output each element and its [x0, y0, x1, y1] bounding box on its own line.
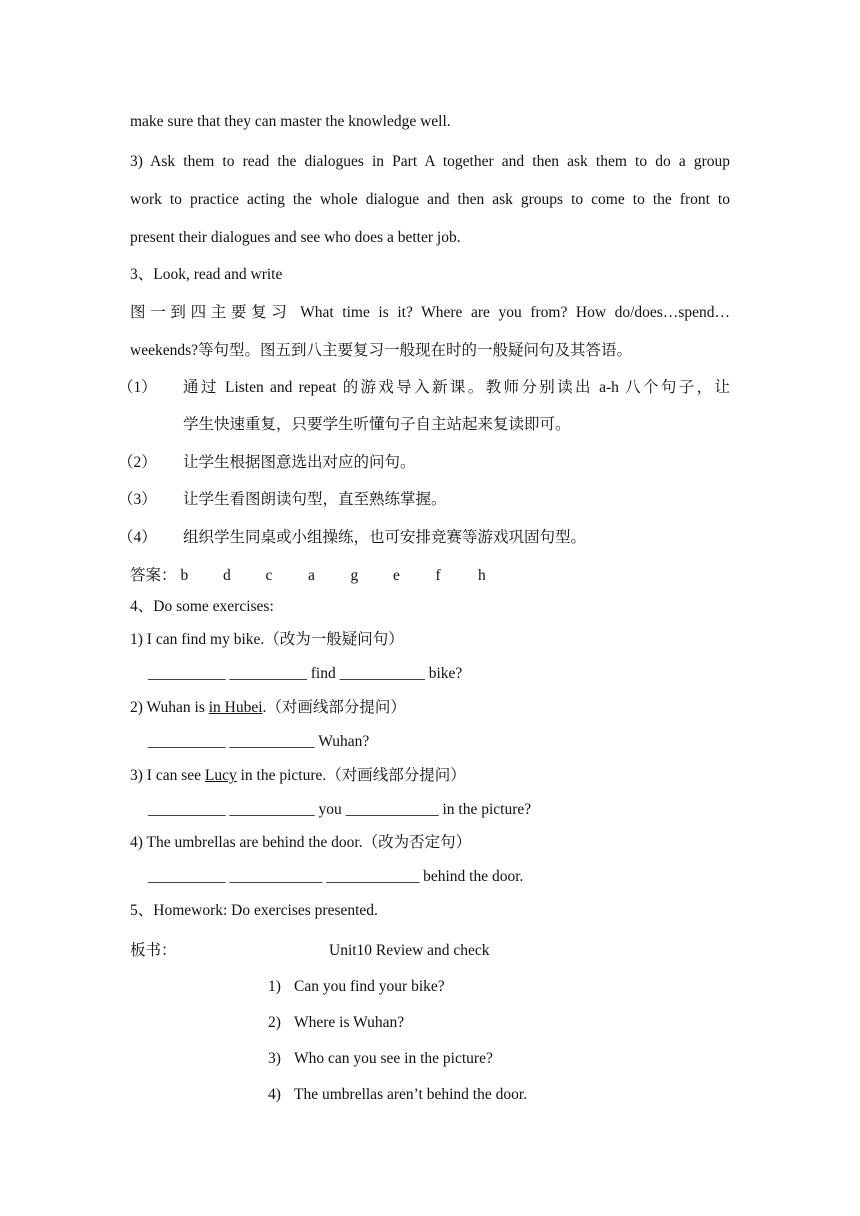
underlined-phrase: in Hubei — [208, 699, 263, 716]
text-line: make sure that they can master the knowledge well. — [130, 113, 451, 130]
board-item-number: 4) — [268, 1086, 281, 1103]
text-line: weekends?等句型。图五到八主要复习一般现在时的一般疑问句及其答语。 — [130, 342, 632, 359]
board-item — [268, 1085, 527, 1105]
board-item-number: 3) — [268, 1050, 281, 1067]
board-item-text: Can you find your bike? — [294, 978, 445, 995]
answer-letter: f — [435, 567, 441, 584]
board-item — [268, 977, 445, 997]
section-heading: 3、Look, read and write — [130, 266, 283, 283]
answer-letter: g — [350, 567, 359, 584]
board-item — [268, 1013, 404, 1033]
answer-label: 答案： — [130, 567, 177, 584]
board-item-text: Where is Wuhan? — [294, 1014, 405, 1031]
answer-letter: d — [223, 567, 231, 584]
step-number: （3） — [118, 491, 157, 508]
exercise-question — [130, 698, 406, 718]
exercise-question: 1) I can find my bike.（改为一般疑问句） — [130, 631, 404, 648]
board-item-number: 1) — [268, 978, 281, 995]
exercise-question: 4) The umbrellas are behind the door.（改为否定句） — [130, 834, 472, 851]
underlined-phrase: Lucy — [204, 767, 237, 784]
board-label: 板书： — [130, 942, 177, 959]
answer-letter: a — [308, 567, 315, 584]
exercise-blank-line: __________ ____________ ____________ behind the door. — [148, 868, 524, 885]
text-line: 图一到四主要复习 What time is it? Where are you from? How do/does…spend… — [130, 304, 730, 321]
text-line: 3) Ask them to read the dialogues in Part A together and then ask them to do a group — [130, 153, 730, 170]
question-instruction: .（对画线部分提问） — [262, 699, 406, 716]
step-number: （4） — [118, 529, 157, 546]
exercise-question — [130, 766, 466, 786]
answer-row — [130, 566, 521, 586]
question-text: 2) Wuhan is — [130, 699, 209, 716]
text-line: work to practice acting the whole dialogue and then ask groups to come to the front to — [130, 191, 730, 208]
exercise-blank-line: __________ __________ find ___________ bike? — [148, 665, 463, 682]
step-text-continued: 学生快速重复，只要学生听懂句子自主站起来复读即可。 — [183, 416, 571, 433]
step-text: 让学生根据图意选出对应的问句。 — [183, 454, 416, 471]
board-item-number: 2) — [268, 1014, 281, 1031]
board-item — [268, 1049, 493, 1069]
step-text: 组织学生同桌或小组操练，也可安排竞赛等游戏巩固句型。 — [183, 529, 587, 546]
board-item-text: The umbrellas aren’t behind the door. — [294, 1086, 528, 1103]
text-line: present their dialogues and see who does a better job. — [130, 229, 461, 246]
question-text: 3) I can see — [130, 767, 205, 784]
answer-letter: h — [478, 567, 486, 584]
exercise-blank-line: __________ ___________ Wuhan? — [148, 733, 370, 750]
step-text: 让学生看图朗读句型，直至熟练掌握。 — [183, 491, 447, 508]
step-text: 通过 Listen and repeat 的游戏导入新课。教师分别读出 a-h 八个句子，让 — [183, 379, 730, 396]
answer-letter: c — [265, 567, 273, 584]
board-title: Unit10 Review and check — [329, 942, 490, 959]
step-number: （1） — [118, 379, 157, 396]
answer-letter: e — [393, 567, 400, 584]
question-instruction: in the picture.（对画线部分提问） — [236, 767, 466, 784]
section-heading: 5、Homework: Do exercises presented. — [130, 902, 378, 919]
exercise-blank-line: __________ ___________ you ____________ in the picture? — [148, 801, 532, 818]
step-number: （2） — [118, 454, 157, 471]
section-heading: 4、Do some exercises: — [130, 598, 274, 615]
board-item-text: Who can you see in the picture? — [294, 1050, 493, 1067]
answer-letter: b — [180, 567, 189, 584]
